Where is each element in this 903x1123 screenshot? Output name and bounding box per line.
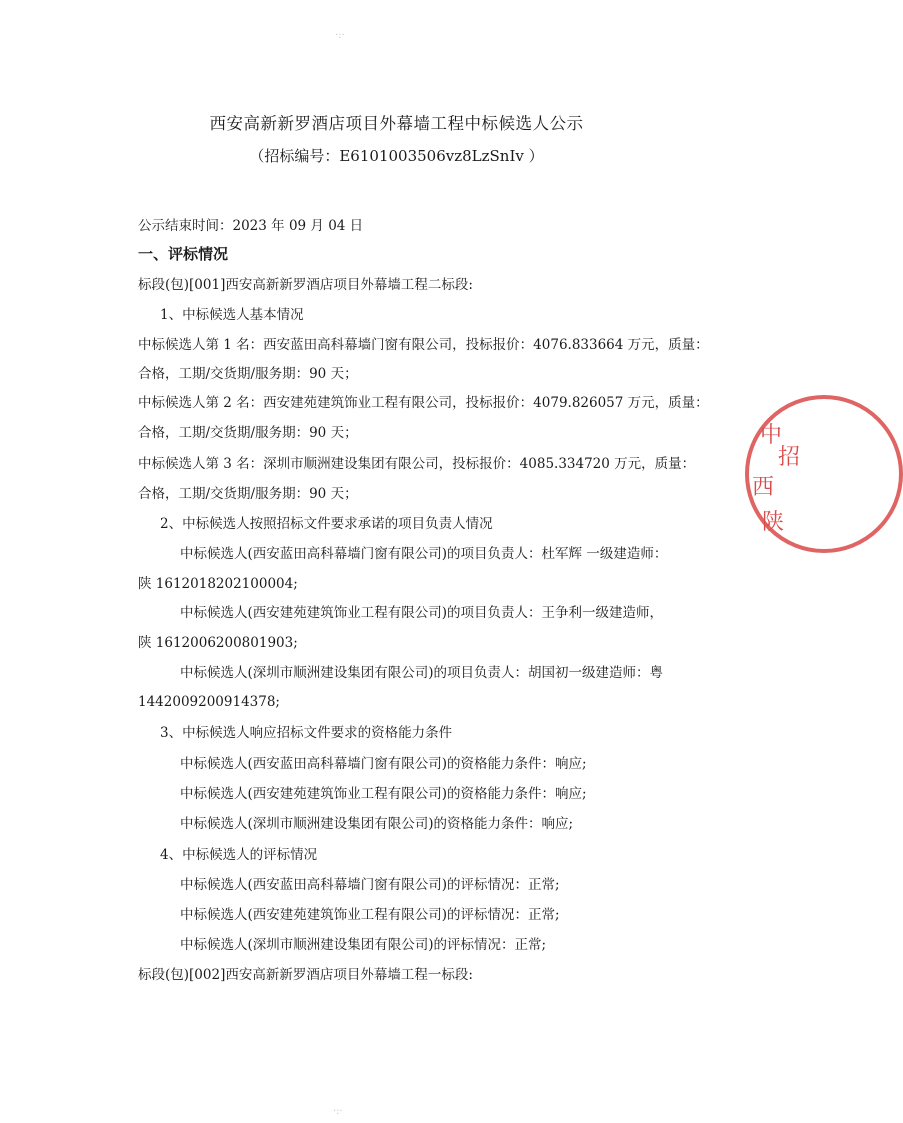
scan-speck: ·:· (335, 30, 345, 41)
qualification-1: 中标候选人(西安蓝田高科幕墙门窗有限公司)的资格能力条件：响应; (180, 756, 587, 772)
evaluation-2: 中标候选人(西安建苑建筑饰业工程有限公司)的评标情况：正常; (180, 907, 560, 923)
qualification-2: 中标候选人(西安建苑建筑饰业工程有限公司)的资格能力条件：响应; (180, 786, 587, 802)
project-lead-3-line2: 1442009200914378; (138, 694, 280, 710)
document-title: 西安高新新罗酒店项目外幕墙工程中标候选人公示 (209, 114, 584, 133)
seal-char-3: 西 (752, 475, 775, 500)
scan-speck: ·:· (333, 1106, 343, 1117)
evaluation-1: 中标候选人(西安蓝田高科幕墙门窗有限公司)的评标情况：正常; (180, 877, 560, 893)
project-lead-1-line2: 陕 1612018202100004; (138, 576, 298, 592)
candidate-3-line2: 合格，工期/交货期/服务期：90 天； (138, 486, 358, 502)
project-lead-1-line1: 中标候选人(西安蓝田高科幕墙门窗有限公司)的项目负责人：杜军辉 一级建造师： (180, 546, 668, 562)
project-lead-2-line1: 中标候选人(西安建苑建筑饰业工程有限公司)的项目负责人：王争利一级建造师， (180, 605, 664, 621)
candidate-2-line2: 合格，工期/交货期/服务期：90 天； (138, 425, 358, 441)
candidate-1-line1: 中标候选人第 1 名：西安蓝田高科幕墙门窗有限公司，投标报价：4076.833664 万元，质量： (138, 337, 709, 353)
qualification-3: 中标候选人(深圳市顺洲建设集团有限公司)的资格能力条件：响应; (180, 816, 574, 832)
lot-label-002: 标段(包)[002]西安高新新罗酒店项目外幕墙工程一标段: (138, 967, 473, 983)
candidate-3-line1: 中标候选人第 3 名：深圳市顺洲建设集团有限公司，投标报价：4085.334720 万元，质量： (138, 456, 696, 472)
evaluation-3: 中标候选人(深圳市顺洲建设集团有限公司)的评标情况：正常; (180, 937, 547, 953)
seal-char-4: 陕 (762, 510, 785, 535)
subsection-heading-candidates: 1、中标候选人基本情况 (160, 307, 304, 323)
subsection-heading-qualifications: 3、中标候选人响应招标文件要求的资格能力条件 (160, 725, 453, 741)
lot-label-001: 标段(包)[001]西安高新新罗酒店项目外幕墙工程二标段: (138, 277, 473, 293)
candidate-2-line1: 中标候选人第 2 名：西安建苑建筑饰业工程有限公司，投标报价：4079.826057 万元，质量： (138, 395, 709, 411)
project-lead-3-line1: 中标候选人(深圳市顺洲建设集团有限公司)的项目负责人：胡国初一级建造师：粤 (180, 665, 664, 681)
candidate-1-line2: 合格，工期/交货期/服务期：90 天； (138, 366, 358, 382)
section-heading-evaluation: 一、评标情况 (138, 245, 229, 263)
announce-end-date: 公示结束时间：2023 年 09 月 04 日 (138, 218, 364, 234)
subsection-heading-evaluation-status: 4、中标候选人的评标情况 (160, 847, 318, 863)
seal-char-2: 招 (778, 445, 801, 470)
tender-number: （招标编号：E6101003506vz8LzSnIv ） (249, 147, 544, 165)
subsection-heading-project-leads: 2、中标候选人按照招标文件要求承诺的项目负责人情况 (160, 516, 493, 532)
seal-char-1: 中 (760, 423, 783, 448)
project-lead-2-line2: 陕 1612006200801903; (138, 635, 298, 651)
